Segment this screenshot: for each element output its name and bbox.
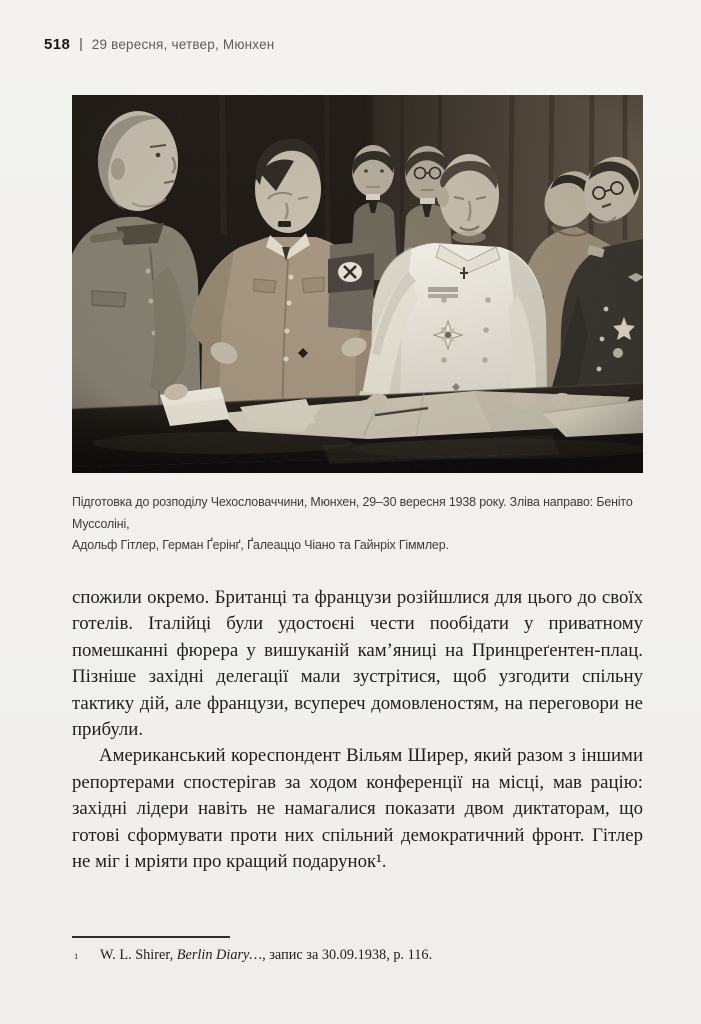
caption-line-1: Підготовка до розподілу Чехословаччини, Мюнхен, 29–30 вересня 1938 року. Зліва направо: Беніто Муссоліні, [72,494,633,531]
footnote-rule [72,936,230,938]
photo-caption [72,491,664,556]
footnote-marker: 1 [74,950,79,961]
running-header [44,36,274,53]
footnote-reference-details: , запис за 30.09.1938, p. 116. [262,946,433,963]
footnote-book-title: Berlin Diary… [176,946,263,963]
footnote-text [100,946,432,965]
paragraph-2: Американський кореспондент Вільям Ширер, який разом з іншими репортерами спостерігав за ходом конференції на місці, мав рацію: західні лідери навіть не намагалися показати двом диктаторам, що готові сформувати проти них спільний демократичний фронт. Гітлер не міг і мріяти про кращий подарунок¹. [72,745,643,873]
running-header-title: 29 вересня, четвер, Мюнхен [91,37,275,52]
body-text [72,585,643,875]
conference-photo [72,95,643,473]
paragraph-1: спожили окремо. Британці та французи розійшлися для цього до своїх готелів. Італійці були удостоєні чести пообідати у приватному помешканні фюрера у вишуканій кам’яниці на Принцреґентен-плац. Пізніше західні делегації мали зустрітися, щоб узгодити спільну тактику дій, але французи, всупереч домовленостям, на переговори не прибули. [72,587,643,741]
photo-grain [72,95,643,473]
footnote-line [72,946,643,965]
caption-line-2: Адольф Гітлер, Герман Ґерінґ, Ґалеаццо Чіано та Гайнріх Гіммлер. [72,537,449,552]
footnote-author: W. L. Shirer, [100,946,177,963]
footnote [72,936,643,965]
page-number: 518 [44,36,71,53]
header-divider [80,38,82,51]
